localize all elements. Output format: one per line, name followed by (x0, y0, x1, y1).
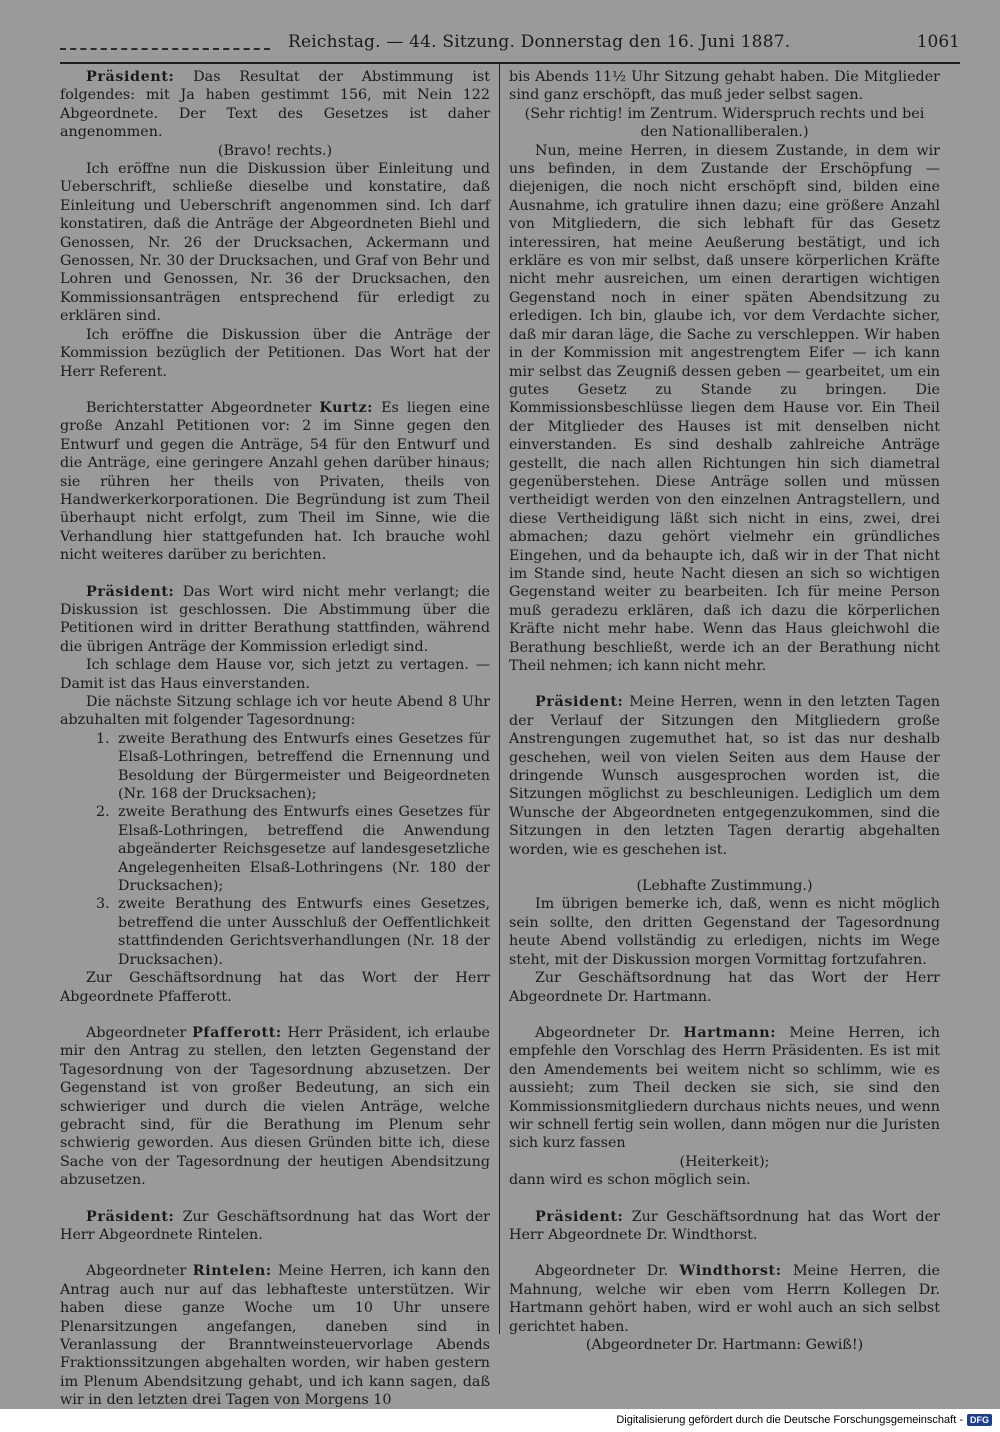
speaker-role: Abgeordneter (86, 1263, 193, 1280)
paragraph (509, 1024, 940, 1153)
paragraph (60, 68, 490, 142)
paragraph: bis Abends 11½ Uhr Sitzung gehabt haben. Die Mitglieder sind ganz erschöpft, das muß jeder selbst sagen. (509, 69, 940, 104)
speaker-name: Präsident: (86, 1208, 175, 1225)
agenda-item (96, 895, 490, 969)
interjection: (Sehr richtig! im Zentrum. Widerspruch rechts und bei den Nationalliberalen.) (524, 105, 925, 141)
left-column (60, 68, 490, 1410)
speaker-role: Berichterstatter Abgeordneter (86, 399, 320, 416)
paragraph: Ich eröffne nun die Diskussion über Einleitung und Ueberschrift, schließe dieselbe und konstatire, daß Einleitung und Ueberschrift angenommen sind. Ich darf konstatiren, daß die Anträge der Abgeordneten Biehl und Genossen, Nr. 26 der Drucksachen, Ackermann und Genossen, Nr. 30 der Drucksachen, und Graf von Behr und Lohren und Genossen, Nr. 36 der Drucksachen, den Kommissionsanträgen entsprechend für erledigt zu erklären sind. (60, 161, 490, 325)
speaker-role: Abgeordneter Dr. (535, 1263, 680, 1280)
speaker-name: Präsident: (535, 1208, 624, 1225)
column-divider (499, 64, 500, 1334)
speech-text: Es liegen eine große Anzahl Petitionen vor: 2 im Sinne gegen den Entwurf und gegen die Anträge, 54 für den Entwurf und die Anträge, eine geringere Anzahl gehen darüber hinaus; sie rühren her theils von Privaten, theils von Handwerkerkorporationen. Die Begründung ist zum Theil überhaupt nicht erfolgt, zum Theil im Sinne, wie die Verhandlung hier stattgefunden hat. Ich brauche wohl nicht weiteres darüber zu berichten. (60, 399, 490, 564)
agenda-text: zweite Berathung des Entwurfs eines Gesetzes, betreffend die unter Ausschluß der Oeffentlichkeit stattfindenden Gerichtsverhandlungen (Nr. 18 der Drucksachen). (118, 896, 490, 968)
header-rule (60, 62, 960, 64)
speech-text: Meine Herren, ich empfehle den Vorschlag des Herrn Präsidenten. Es ist mit den Amendements bei weitem nicht so schlimm, wie es aussieht; zum Theil decken sie sich, sie sind den Kommissionsmitgliedern durchaus nichts neues, und wenn wir schnell fertig sein wollen, dann mögen nur die Juristen sich kurz fassen (509, 1024, 940, 1152)
agenda-text: zweite Berathung des Entwurfs eines Gesetzes für Elsaß-Lothringen, betreffend die Ernennung und Besoldung der Bürgermeister und Beigeordneten (Nr. 168 der Drucksachen); (118, 730, 490, 803)
speaker-name: Rintelen: (192, 1263, 272, 1280)
interjection: (Abgeordneter Dr. Hartmann: Gewiß!) (585, 1337, 864, 1353)
agenda-item (96, 803, 490, 895)
speech-text: Das Wort wird nicht mehr verlangt; die Diskussion ist geschlossen. Die Abstimmung über die Petitionen wird in dritter Berathung stattfinden, während die übrigen Anträge der Kommission erledigt sind. (60, 583, 490, 655)
interjection: (Lebhafte Zustimmung.) (636, 878, 813, 895)
paragraph (60, 399, 490, 565)
agenda-list (60, 730, 490, 969)
agenda-number: 1. (96, 730, 110, 747)
speaker-name: Präsident: (535, 694, 624, 711)
header-dashes (60, 48, 270, 50)
speaker-name: Windthorst: (679, 1263, 782, 1280)
paragraph (60, 1262, 490, 1409)
page-header (60, 30, 960, 60)
paragraph (509, 1262, 940, 1336)
paragraph: Ich eröffne die Diskussion über die Anträge der Kommission bezüglich der Petitionen. Das Wort hat der Herr Referent. (60, 326, 490, 380)
speaker-name: Hartmann: (683, 1024, 777, 1041)
paragraph (60, 1024, 490, 1190)
agenda-number: 3. (96, 896, 110, 913)
speaker-role: Abgeordneter (86, 1024, 193, 1041)
speaker-name: Präsident: (86, 69, 175, 85)
right-column (509, 68, 940, 1354)
speaker-name: Pfafferott: (192, 1024, 282, 1041)
paragraph (509, 693, 940, 859)
paragraph (509, 1208, 940, 1245)
speech-text: Das Resultat der Abstimmung ist folgendes: mit Ja haben gestimmt 156, mit Nein 122 Abgeordnete. Der Text des Gesetzes ist daher angenommen. (60, 69, 490, 141)
speech-text: Meine Herren, ich kann den Antrag auch nur auf das lebhafteste unterstützen. Wir haben diese ganze Woche um 10 Uhr unsere Plenarsitzungen angefangen, daneben sind in Veranlassung der Branntweinsteuervorlage Abends Fraktionssitzungen abgehalten worden, wir haben gestern im Plenum Abendsitzung gehabt, und ich kann sagen, daß wir in den letzten drei Tagen von Morgens 10 (60, 1263, 490, 1409)
paragraph: dann wird es schon möglich sein. (509, 1172, 751, 1189)
speaker-name: Kurtz: (319, 399, 374, 416)
agenda-item (96, 730, 490, 804)
paragraph: Zur Geschäftsordnung hat das Wort der Herr Abgeordnete Dr. Hartmann. (509, 970, 940, 1005)
speech-text: Meine Herren, wenn in den letzten Tagen der Verlauf der Sitzungen den Mitgliedern große Anstrengungen zugemuthet hat, so ist das nur deshalb geschehen, weil von vielen Seiten aus dem Hause der dringende Wunsch ausgesprochen worden ist, die Sitzungen möglichst zu beschleunigen. Lediglich um dem Wunsche der Abgeordneten entgegenzukommen, sind die Sitzungen in den letzten Tagen derartig abgehalten worden, wie es geschehen ist. (509, 694, 940, 858)
interjection: (Bravo! rechts.) (217, 142, 333, 159)
interjection: (Heiterkeit); (679, 1153, 770, 1170)
agenda-text: zweite Berathung des Entwurfs eines Gesetzes für Elsaß-Lothringen, betreffend die Anwendung abgeänderter Reichsgesetze auf landesgesetzliche Angelegenheiten Elsaß-Lothringens (Nr. 180 der Drucksachen); (118, 804, 490, 895)
paragraph: Im übrigen bemerke ich, daß, wenn es nicht möglich sein sollte, den dritten Gegenstand der Tagesordnung heute Abend vollständig zu erledigen, nichts im Wege steht, mit der Diskussion morgen Vormittag fortzufahren. (509, 896, 940, 968)
funding-footer (616, 1414, 992, 1426)
paragraph: Ich schlage dem Hause vor, sich jetzt zu vertagen. — Damit ist das Haus einverstanden. (60, 657, 490, 692)
paragraph (60, 583, 490, 657)
speaker-name: Präsident: (86, 583, 175, 600)
speech-text: Meine Herren, die Mahnung, welche wir eben vom Herrn Kollegen Dr. Hartmann gehört haben, wird er wohl auch an sich selbst gerichtet haben. (509, 1263, 940, 1335)
header-title: Reichstag. — 44. Sitzung. Donnerstag den 16. Juni 1887. (288, 32, 791, 52)
speech-text: Zur Geschäftsordnung hat das Wort der Herr Abgeordnete Rintelen. (60, 1208, 490, 1243)
speech-text: Zur Geschäftsordnung hat das Wort der Herr Abgeordnete Dr. Windthorst. (509, 1208, 940, 1243)
paragraph (60, 1208, 490, 1245)
paragraph: Die nächste Sitzung schlage ich vor heute Abend 8 Uhr abzuhalten mit folgender Tagesordnung: (60, 694, 490, 729)
footer-text: Digitalisierung gefördert durch die Deutsche Forschungsgemeinschaft - (616, 1414, 963, 1426)
speaker-role: Abgeordneter Dr. (535, 1024, 684, 1041)
dfg-logo: DFG (967, 1414, 992, 1426)
paragraph: Zur Geschäftsordnung hat das Wort der Herr Abgeordnete Pfafferott. (60, 970, 490, 1005)
page-number: 1061 (916, 32, 960, 52)
speech-text: Herr Präsident, ich erlaube mir den Antrag zu stellen, den letzten Gegenstand der Tagesordnung von der Tagesordnung abzusetzen. Der Gegenstand ist von großer Bedeutung, an sich ein schwieriger und durch die vielen Anträge, welche gebracht sind, für die Berathung im Plenum sehr schwierig geworden. Aus diesen Gründen bitte ich, diese Sache von der Tagesordnung der heutigen Abendsitzung abzusetzen. (60, 1024, 491, 1189)
paragraph: Nun, meine Herren, in diesem Zustande, in dem wir uns befinden, in dem Zustande der Erschöpfung — diejenigen, die noch nicht erschöpft sind, bilden eine Ausnahme, ich gratulire ihnen dazu; eine größere Anzahl von Mitgliedern, die sich lebhaft für das Gesetz interessiren, hat meine Aeußerung bestätigt, und ich erkläre es von mir selbst, daß unsere körperlichen Kräfte nicht mehr ausreichen, um einen derartigen wichtigen Gegenstand noch in einer späten Abendsitzung zu erledigen. Ich bin, glaube ich, vor dem Verdachte sicher, daß mir daran läge, die Sache zu verschleppen. Wir haben in der Kommission mit angestrengtem Eifer — ich kann mir selbst das Zeugniß dessen geben — gearbeitet, um ein gutes Gesetz zu Stande zu bringen. Die Kommissionsbeschlüsse liegen dem Hause vor. Ein Theil der Mitglieder des Hauses ist mit denselben nicht einverstanden. Es sind deshalb zahlreiche Anträge gestellt, die nach allen Richtungen hin sich diametral gegenüberstehen. Diese Anträge sollen und müssen vertheidigt werden von den einzelnen Antragstellern, und diese Vertheidigung läßt sich nicht in eins, zwei, drei abmachen; dazu gehört vielmehr ein gründliches Eingehen, und da behaupte ich, daß wir in der That nicht im Stande sind, heute Nacht diesen an sich so wichtigen Gegenstand weiter zu bearbeiten. Ich für meine Person muß geradezu erklären, daß ich dazu die körperlichen Kräfte nicht mehr habe. Wenn das Haus gleichwohl die Berathung beschließt, werde ich an der Berathung nicht Theil nehmen; ich kann nicht mehr. (509, 142, 940, 674)
agenda-number: 2. (96, 804, 110, 821)
